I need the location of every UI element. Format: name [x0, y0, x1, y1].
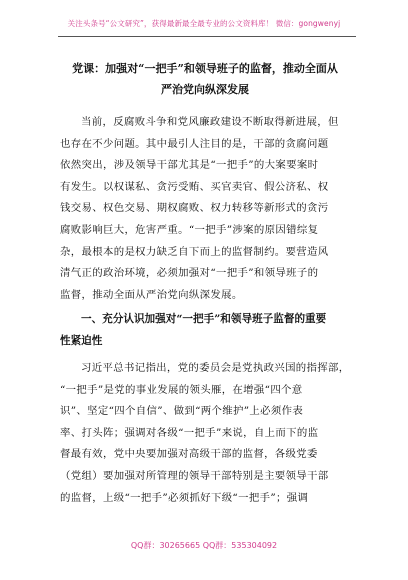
document-title-line-2: 严治党向纵深发展: [161, 83, 249, 96]
section-line: 率、打头阵；强调对各级“一把手”来说，自上而下的监: [60, 426, 319, 439]
intro-line: 也存在不少问题。其中最引人注目的是，干部的贪腐问题: [60, 137, 329, 150]
section-line: 的监督，上级“一把手”必须抓好下级“一把手”；强调: [60, 491, 309, 504]
document-title-line-1: 党课：加强对“一把手”和领导班子的监督，推动全面从: [72, 62, 338, 75]
section-paragraph: [60, 358, 350, 509]
header-banner: 关注头条号“公文研究”，获得最新最全最专业的公文资料库！ 微信：gongwenyj: [67, 19, 341, 28]
intro-line: 杂，最根本的是权力缺乏自下而上的监督制约。要营造风: [60, 245, 329, 258]
intro-line: 当前，反腐败斗争和党风廉政建设不断取得新进展，但: [81, 116, 339, 128]
section-line: 识”、坚定“四个自信”、做到“两个维护”上必须作表: [60, 405, 304, 418]
intro-line: 监督，推动全面从严治党向纵深发展。: [60, 288, 243, 301]
header-divider: [58, 36, 356, 37]
section-line: （党组）要加强对所管理的领导干部特别是主要领导干部: [60, 469, 329, 482]
intro-line: 腐败影响巨大，危害严重。“一把手”涉案的原因错综复: [60, 223, 319, 236]
intro-paragraph: [60, 112, 350, 306]
section-heading-line-2: 性紧迫性: [60, 335, 103, 347]
section-line: “一把手”是党的事业发展的领头雁，在增强“四个意: [60, 383, 303, 396]
section-line: 督最有效，党中央要加强对高级干部的监督，各级党委: [60, 448, 318, 461]
intro-line: 钱交易、权色交易、期权腐败、权力转移等新形式的贪污: [60, 202, 329, 215]
intro-line: 有发生。以权谋私、贪污受贿、买官卖官、假公济私、权: [60, 180, 329, 193]
section-line: 习近平总书记指出，党的委员会是党执政兴国的指挥部，: [81, 362, 350, 374]
section-heading-line-1: 一、充分认识加强对“一把手”和领导班子监督的重要: [81, 313, 327, 325]
intro-line: 清气正的政治环境，必须加强对“一把手”和领导班子的: [60, 267, 319, 280]
intro-line: 依然突出，涉及领导干部尤其是“一把手”的大案要案时: [60, 159, 319, 172]
footer-contact: QQ群：30265665 QQ群：535304092: [130, 541, 278, 550]
